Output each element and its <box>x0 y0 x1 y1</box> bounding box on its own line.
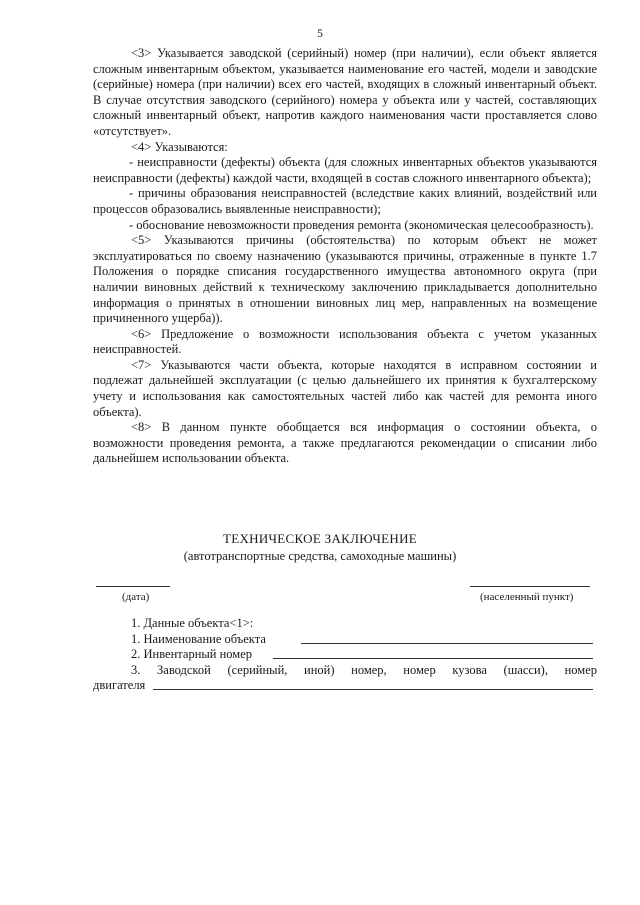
date-label: (дата) <box>122 591 150 603</box>
object-name-field[interactable] <box>301 643 593 644</box>
note-5: <5> Указываются причины (обстоятельства) по которым объект не может эксплуатироваться по своему назначению (указываются причины, отраженные в пункте 1.7 Положения о порядке списания государственного имущества автономного округа (при наличии виновных действий к техническому заключению прикладывается дополнительно информация о принятых в отношении виновных лиц мер, направленных на возмещение причиненного ущерба)). <box>93 233 597 326</box>
note-8: <8> В данном пункте обобщается вся информация о состоянии объекта, о возможности проведения ремонта, а также предлагаются рекомендации о списании либо дальнейшем использовании объекта. <box>93 420 597 466</box>
object-data-form <box>93 616 597 694</box>
engine-number-field[interactable] <box>153 689 593 690</box>
document-heading <box>0 530 640 564</box>
document-subtitle: (автотранспортные средства, самоходные машины) <box>183 549 457 563</box>
note-4-item-justification: - обоснование невозможности проведения ремонта (экономическая целесообразность). <box>129 217 594 232</box>
note-7: <7> Указываются части объекта, которые находятся в исправном состоянии и подлежат дальнейшей эксплуатации (с целью дальнейшего их принятия к бухгалтерскому учету и использования как самостоятельных частей либо как частей для ремонта иного объекта). <box>93 357 597 419</box>
object-name-label: 1. Наименование объекта <box>131 631 266 646</box>
date-line <box>96 586 170 587</box>
form-section-heading: 1. Данные объекта<1>: <box>131 616 254 630</box>
note-3: <3> Указывается заводской (серийный) номер (при наличии), если объект является сложным инвентарным объектом, указывается наименование его частей, модели и заводские (серийные) номера (при наличии) всех его частей, входящих в сложный инвентарный объект. В случае отсутствия заводского (серийного) номера у объекта или у частей, составляющих сложный инвентарный объект, напротив каждого наименования части проставляется слово «отсутствует». <box>93 46 597 138</box>
place-label: (населенный пункт) <box>480 591 574 603</box>
note-4: <4> Указываются: <box>131 139 228 154</box>
note-4-item-defects: - неисправности (дефекты) объекта (для сложных инвентарных объектов указываются неисправности (дефекты) каждой части, входящей в состав сложного инвентарного объекта); <box>93 155 597 185</box>
serial-number-label: 3. Заводской (серийный, иной) номер, номер кузова (шасси), номер <box>131 662 597 677</box>
engine-label: двигателя <box>93 678 146 693</box>
note-6: <6> Предложение о возможности использования объекта с учетом указанных неисправностей. <box>93 326 597 357</box>
note-4-item-causes: - причины образования неисправностей (вследствие каких влияний, воздействий или процессов образовались выявленные неисправности); <box>93 186 597 216</box>
document-title: ТЕХНИЧЕСКОЕ ЗАКЛЮЧЕНИЕ <box>223 531 417 546</box>
inventory-number-field[interactable] <box>273 658 593 659</box>
footnotes-section <box>93 46 597 467</box>
page-number: 5 <box>317 28 323 40</box>
place-line <box>470 586 590 587</box>
inventory-number-label: 2. Инвентарный номер <box>131 647 253 662</box>
